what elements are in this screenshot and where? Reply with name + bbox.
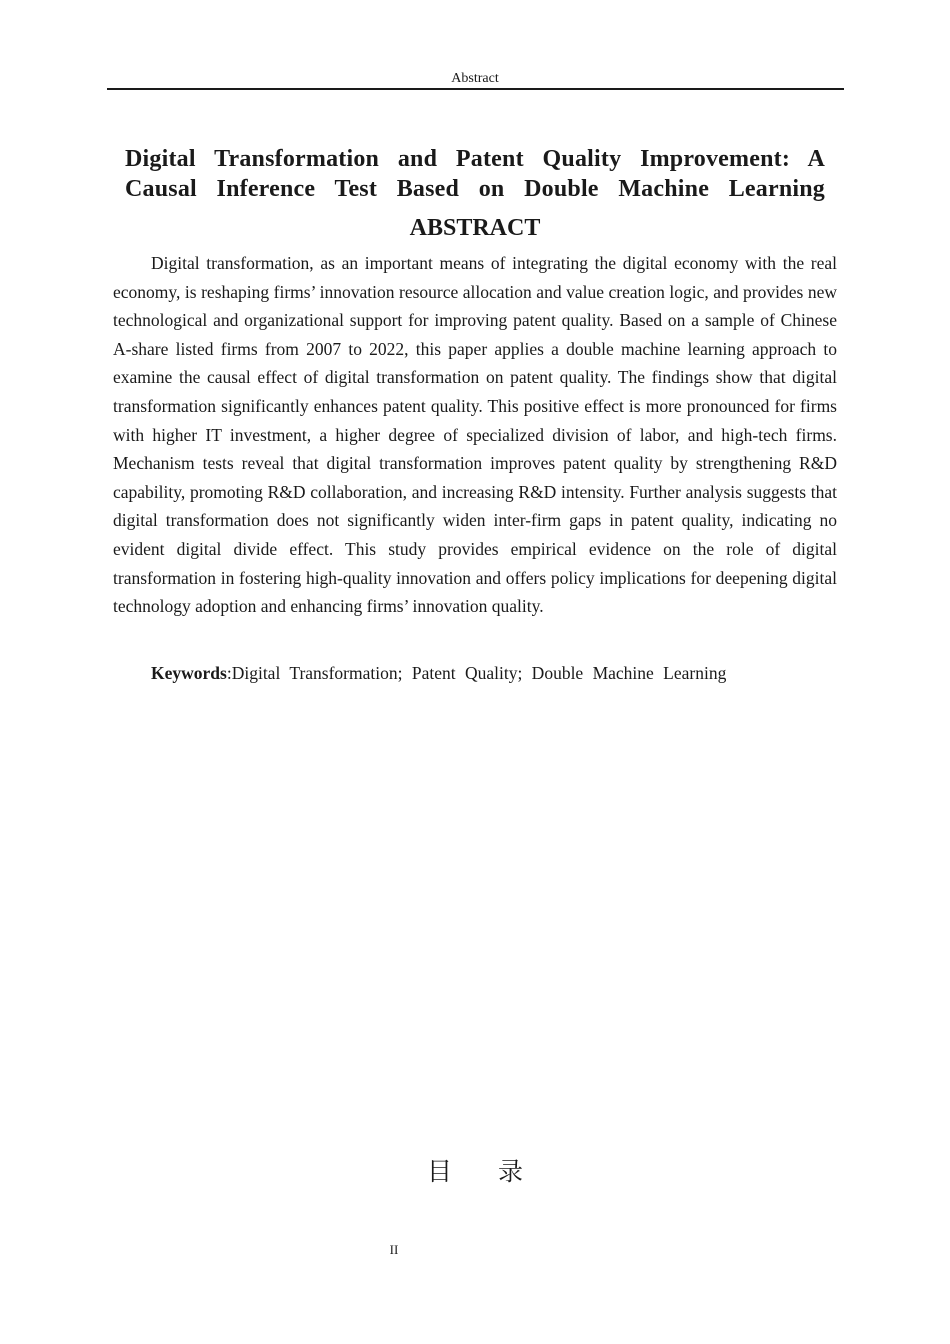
toc-heading: 目录 [426, 1157, 569, 1186]
header-rule [107, 88, 844, 90]
page-number: II [389, 1242, 399, 1257]
abstract-body: Digital transformation, as an important means of integrating the digital economy with the real economy, is reshaping firms’ innovation resource allocation and value creation logic, and provides new technological and organizational support for improving patent quality. Based on a sample of Chinese A-share listed firms from 2007 to 2022, this paper applies a double machine learning approach to examine the causal effect of digital transformation on patent quality. The findings show that digital transformation significantly enhances patent quality. This positive effect is more pronounced for firms with higher IT investment, a higher degree of specialized division of labor, and high-tech firms. Mechanism tests reveal that digital transformation improves patent quality by strengthening R&D capability, promoting R&D collaboration, and increasing R&D intensity. Further analysis suggests that digital transformation does not significantly widen inter-firm gaps in patent quality, indicating no evident digital divide effect. This study provides empirical evidence on the role of digital transformation in fostering high-quality innovation and offers policy implications for deepening digital technology adoption and enhancing firms’ innovation quality. [113, 253, 837, 617]
paper-title: Digital Transformation and Patent Quality Improvement: A Causal Inference Test Based on Double Machine Learning [125, 146, 825, 202]
abstract-heading: ABSTRACT [409, 215, 541, 241]
keywords-label: Keywords [151, 663, 227, 683]
keywords-line [151, 659, 837, 687]
keywords-list: Digital Transformation; Patent Quality; Double Machine Learning [231, 663, 727, 683]
keywords-separator: : [226, 663, 232, 683]
running-header: Abstract [451, 71, 499, 86]
